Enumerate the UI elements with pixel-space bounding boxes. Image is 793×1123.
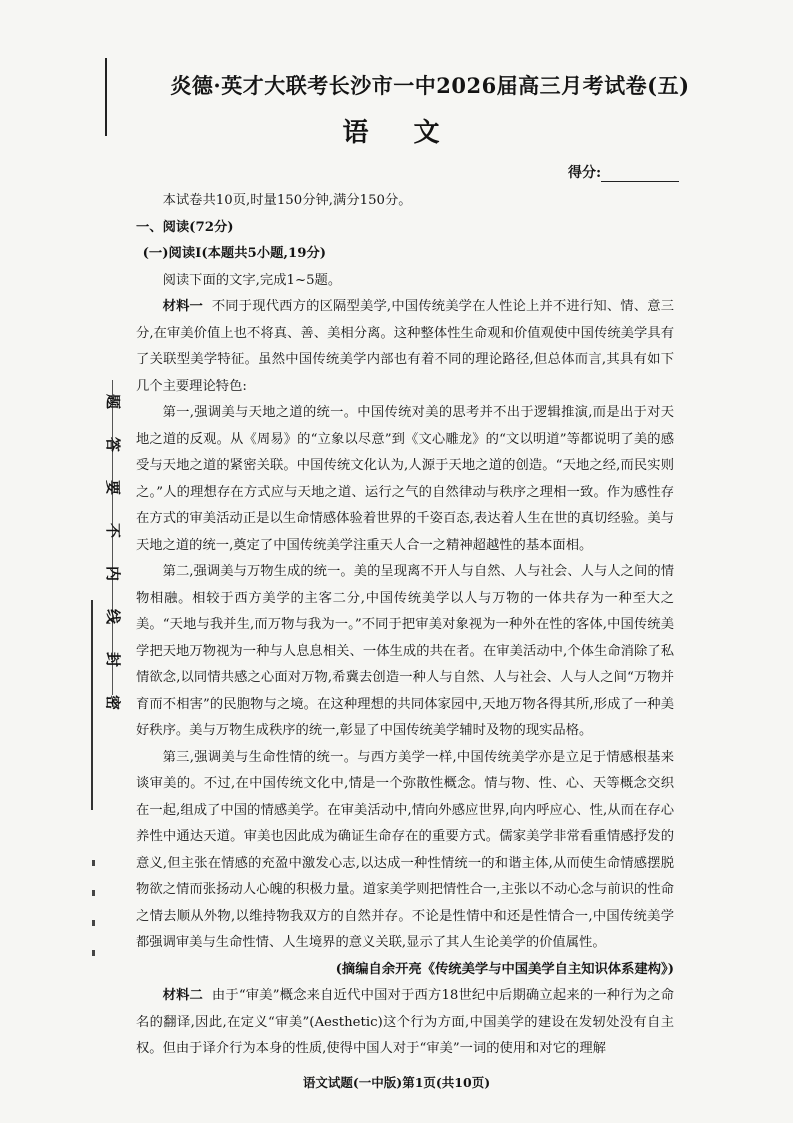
exam-title: 炎德·英才大联考长沙市一中2026届高三月考试卷(五) <box>170 73 690 98</box>
material1-label: 材料一 <box>162 299 204 314</box>
material1-point2: 第二,强调美与万物生成的统一。美的呈现离不开人与自然、人与社会、人与人之间的情物相融。相较于西方美学的主客二分,中国传统美学以人与万物的一体共存为一种至大之美。“天地与我并生,而万物与我为一。”不同于把审美对象视为一种外在性的客体,中国传统美学把天地万物视为一种与人息息相关、一体生成的共在者。在审美活动中,个体生命消除了私情欲念,以同情共感之心面对万物,希冀去创造一种人与自然、人与社会、人与人之间“万物并育而不相害”的民胞物与之境。在这种理想的共同体家园中,天地万物各得其所,形成了一种美好秩序。美与万物生成秩序的统一,彰显了中国传统美学辅时及物的现实品格。 <box>136 564 674 738</box>
binding-warning <box>102 380 124 724</box>
binding-char: 答 <box>104 436 123 453</box>
section-title: 一、阅读(72分) <box>136 219 234 235</box>
binding-dots <box>92 860 95 970</box>
reading-prompt: 阅读下面的文字,完成1~5题。 <box>162 272 342 288</box>
score-label: 得分: <box>568 165 602 181</box>
binding-char: 不 <box>104 522 123 539</box>
page-footer: 语文试题(一中版)第1页(共10页) <box>302 1075 491 1090</box>
binding-line-top <box>105 58 107 136</box>
binding-char: 内 <box>104 565 123 582</box>
binding-char: 题 <box>104 393 123 410</box>
binding-char: 封 <box>104 651 123 668</box>
subject-title: 语 文 <box>342 118 458 148</box>
subsection-title: (一)阅读Ⅰ(本题共5小题,19分) <box>142 246 327 261</box>
binding-char: 线 <box>104 608 123 625</box>
material2-body: 由于“审美”概念来自近代中国对于西方18世纪中后期确立起来的一种行为之命名的翻译,因此,在定义“审美”(Aesthetic)这个行为方面,中国美学的建设在发轫处没有自主权。但由于译介行为本身的性质,使得中国人对于“审美”一词的使用和对它的理解 <box>136 988 675 1056</box>
score-field[interactable] <box>568 162 679 182</box>
instructions: 本试卷共10页,时量150分钟,满分150分。 <box>162 193 412 208</box>
material1-point3: 第三,强调美与生命性情的统一。与西方美学一样,中国传统美学亦是立足于情感根基来谈审美的。不过,在中国传统文化中,情是一个弥散性概念。情与物、性、心、天等概念交织在一起,组成了中国的情感美学。在审美活动中,情向外感应世界,向内呼应心、性,从而在存心养性中通达天道。审美也因此成为确证生命存在的重要方式。儒家美学非常看重情感抒发的意义,但主张在情感的充盈中激发心志,以达成一种性情统一的和谐主体,从而使生命情感摆脱物欲之情而张扬动人心魄的积极力量。道家美学则把情性合一,主张以不动心念与前识的性命之情去顺从外物,以维持物我双方的自然并存。不论是性情中和还是性情合一,中国传统美学都强调审美与生命性情、人生境界的意义关联,显示了其人生论美学的价值属性。 <box>136 749 674 950</box>
binding-char: 密 <box>104 694 123 711</box>
material1-point1: 第一,强调美与天地之道的统一。中国传统对美的思考并不出于逻辑推演,而是出于对天地之道的反观。从《周易》的“立象以尽意”到《文心雕龙》的“文以明道”等都说明了美的感受与天地之道的紧密关联。中国传统文化认为,人源于天地之道的创造。“天地之经,而民实则之。”人的理想存在方式应与天地之道、运行之气的自然律动与秩序之理相一致。作为感性存在方式的审美活动正是以生命情感体验着世界的千姿百态,表达着人生在世的真切经验。美与天地之道的统一,奠定了中国传统美学注重天人合一之精神超越性的基本面相。 <box>136 405 674 553</box>
material2-label: 材料二 <box>162 988 204 1003</box>
binding-char: 要 <box>104 479 123 496</box>
score-blank[interactable] <box>601 168 679 182</box>
material1-intro <box>136 294 674 400</box>
exam-content <box>136 188 674 1063</box>
material2-text <box>136 983 674 1063</box>
material1-intro-text: 不同于现代西方的区隔型美学,中国传统美学在人性论上并不进行知、情、意三分,在审美价值上也不将真、善、美相分离。这种整体性生命观和价值观使中国传统美学具有了关联型美学特征。虽然中国传统美学内部也有着不同的理论路径,但总体而言,其具有如下几个主要理论特色: <box>136 299 675 394</box>
material1-source: (摘编自余开亮《传统美学与中国美学自主知识体系建构》) <box>335 961 674 977</box>
